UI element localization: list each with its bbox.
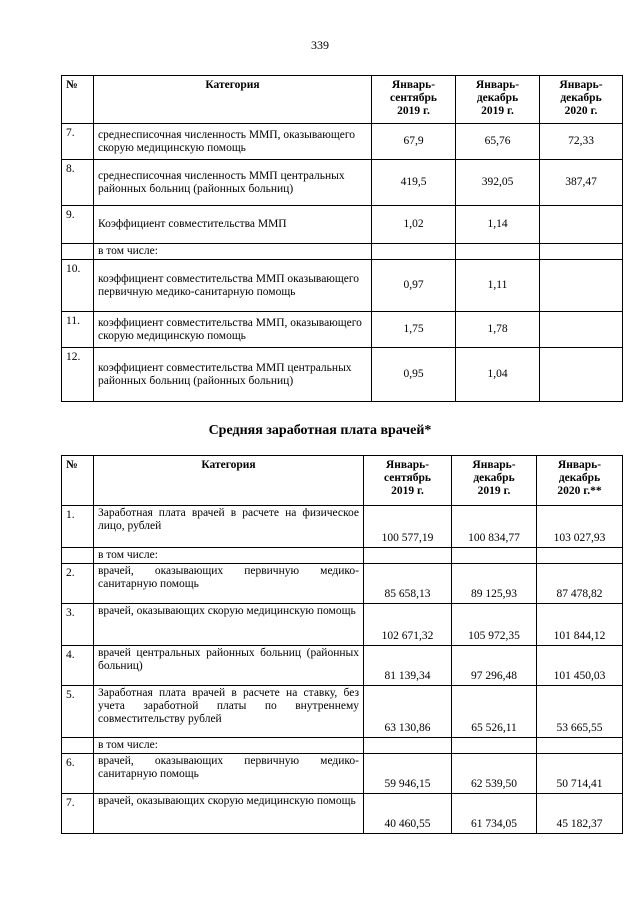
table-row bbox=[62, 348, 623, 402]
section-title: Средняя заработная плата врачей* bbox=[208, 423, 432, 438]
row-value-1: 85 658,13 bbox=[364, 564, 452, 604]
table-row bbox=[62, 604, 623, 646]
row-number: 10. bbox=[62, 260, 94, 312]
row-value-1: 419,5 bbox=[372, 160, 456, 206]
header-period-1: Январь- сентябрь 2019 г. bbox=[364, 456, 452, 506]
row-value-2: 392,05 bbox=[456, 160, 540, 206]
row-number bbox=[62, 244, 94, 260]
row-number: 7. bbox=[62, 794, 94, 834]
header-period-2: Январь- декабрь 2019 г. bbox=[456, 76, 540, 124]
table-row bbox=[62, 564, 623, 604]
row-number: 6. bbox=[62, 754, 94, 794]
header-period-2: Январь- декабрь 2019 г. bbox=[452, 456, 537, 506]
row-value-2: 65 526,11 bbox=[452, 686, 537, 738]
row-value-2 bbox=[456, 244, 540, 260]
row-value-2: 61 734,05 bbox=[452, 794, 537, 834]
row-value-3: 101 844,12 bbox=[537, 604, 623, 646]
table-row bbox=[62, 794, 623, 834]
row-number: 1. bbox=[62, 506, 94, 548]
row-value-3: 50 714,41 bbox=[537, 754, 623, 794]
row-value-2: 65,76 bbox=[456, 124, 540, 160]
table-row bbox=[62, 312, 623, 348]
header-period-3: Январь- декабрь 2020 г.** bbox=[537, 456, 623, 506]
row-value-1: 100 577,19 bbox=[364, 506, 452, 548]
row-value-1: 67,9 bbox=[372, 124, 456, 160]
row-value-3: 87 478,82 bbox=[537, 564, 623, 604]
row-value-2: 100 834,77 bbox=[452, 506, 537, 548]
row-value-2: 1,14 bbox=[456, 206, 540, 244]
row-value-1 bbox=[364, 738, 452, 754]
table-row bbox=[62, 124, 623, 160]
row-value-3 bbox=[537, 738, 623, 754]
row-category: среднесписочная численность ММП центральных районных больниц (районных больниц) bbox=[94, 160, 372, 206]
row-value-2: 1,11 bbox=[456, 260, 540, 312]
row-category: Заработная плата врачей в расчете на физическое лицо, рублей bbox=[94, 506, 364, 548]
row-value-3 bbox=[540, 260, 623, 312]
row-value-3: 72,33 bbox=[540, 124, 623, 160]
row-value-1: 40 460,55 bbox=[364, 794, 452, 834]
table-row bbox=[62, 686, 623, 738]
table-row bbox=[62, 206, 623, 244]
table-row bbox=[62, 244, 623, 260]
row-category: в том числе: bbox=[94, 738, 364, 754]
row-category: в том числе: bbox=[94, 548, 364, 564]
header-number: № bbox=[62, 76, 94, 124]
row-value-1 bbox=[364, 548, 452, 564]
table-row bbox=[62, 506, 623, 548]
row-number: 12. bbox=[62, 348, 94, 402]
row-category: врачей, оказывающих скорую медицинскую помощь bbox=[94, 604, 364, 646]
row-value-1 bbox=[372, 244, 456, 260]
page-number: 339 bbox=[311, 38, 329, 52]
row-category: Заработная плата врачей в расчете на ставку, без учета заработной платы по внутреннему совместительству рублей bbox=[94, 686, 364, 738]
header-number: № bbox=[62, 456, 94, 506]
row-value-3: 45 182,37 bbox=[537, 794, 623, 834]
row-number: 11. bbox=[62, 312, 94, 348]
row-value-2 bbox=[452, 738, 537, 754]
row-category: врачей, оказывающих первичную медико-санитарную помощь bbox=[94, 564, 364, 604]
row-value-1: 102 671,32 bbox=[364, 604, 452, 646]
row-value-3: 53 665,55 bbox=[537, 686, 623, 738]
header-category: Категория bbox=[94, 456, 364, 506]
row-category: врачей центральных районных больниц (районных больниц) bbox=[94, 646, 364, 686]
table-row bbox=[62, 738, 623, 754]
row-value-3: 101 450,03 bbox=[537, 646, 623, 686]
row-value-3: 387,47 bbox=[540, 160, 623, 206]
row-number: 8. bbox=[62, 160, 94, 206]
row-number: 2. bbox=[62, 564, 94, 604]
row-value-1: 0,97 bbox=[372, 260, 456, 312]
table-row bbox=[62, 646, 623, 686]
row-number: 7. bbox=[62, 124, 94, 160]
table-row bbox=[62, 160, 623, 206]
row-value-1: 1,02 bbox=[372, 206, 456, 244]
row-category: врачей, оказывающих первичную медико-санитарную помощь bbox=[94, 754, 364, 794]
staff-table bbox=[61, 75, 623, 402]
row-value-3 bbox=[540, 206, 623, 244]
row-number: 3. bbox=[62, 604, 94, 646]
row-number: 4. bbox=[62, 646, 94, 686]
row-value-3 bbox=[540, 312, 623, 348]
row-value-3: 103 027,93 bbox=[537, 506, 623, 548]
row-value-3 bbox=[540, 348, 623, 402]
row-value-1: 81 139,34 bbox=[364, 646, 452, 686]
row-value-2: 1,78 bbox=[456, 312, 540, 348]
row-number: 9. bbox=[62, 206, 94, 244]
table-row bbox=[62, 754, 623, 794]
header-period-3: Январь- декабрь 2020 г. bbox=[540, 76, 623, 124]
row-value-3 bbox=[537, 548, 623, 564]
row-value-1: 63 130,86 bbox=[364, 686, 452, 738]
table-row bbox=[62, 260, 623, 312]
row-value-1: 0,95 bbox=[372, 348, 456, 402]
row-value-3 bbox=[540, 244, 623, 260]
header-period-1: Январь- сентябрь 2019 г. bbox=[372, 76, 456, 124]
row-value-2: 97 296,48 bbox=[452, 646, 537, 686]
row-number bbox=[62, 738, 94, 754]
row-category: коэффициент совместительства ММП оказывающего первичную медико-санитарную помощь bbox=[94, 260, 372, 312]
table-row bbox=[62, 548, 623, 564]
row-category: врачей, оказывающих скорую медицинскую помощь bbox=[94, 794, 364, 834]
header-category: Категория bbox=[94, 76, 372, 124]
row-value-1: 59 946,15 bbox=[364, 754, 452, 794]
row-value-2: 89 125,93 bbox=[452, 564, 537, 604]
row-category: коэффициент совместительства ММП центральных районных больниц (районных больниц) bbox=[94, 348, 372, 402]
row-number: 5. bbox=[62, 686, 94, 738]
row-value-1: 1,75 bbox=[372, 312, 456, 348]
row-category: среднесписочная численность ММП, оказывающего скорую медицинскую помощь bbox=[94, 124, 372, 160]
row-category: Коэффициент совместительства ММП bbox=[94, 206, 372, 244]
row-value-2: 105 972,35 bbox=[452, 604, 537, 646]
row-category: в том числе: bbox=[94, 244, 372, 260]
row-value-2: 1,04 bbox=[456, 348, 540, 402]
row-category: коэффициент совместительства ММП, оказывающего скорую медицинскую помощь bbox=[94, 312, 372, 348]
row-value-2: 62 539,50 bbox=[452, 754, 537, 794]
salary-table bbox=[61, 455, 623, 834]
row-number bbox=[62, 548, 94, 564]
row-value-2 bbox=[452, 548, 537, 564]
